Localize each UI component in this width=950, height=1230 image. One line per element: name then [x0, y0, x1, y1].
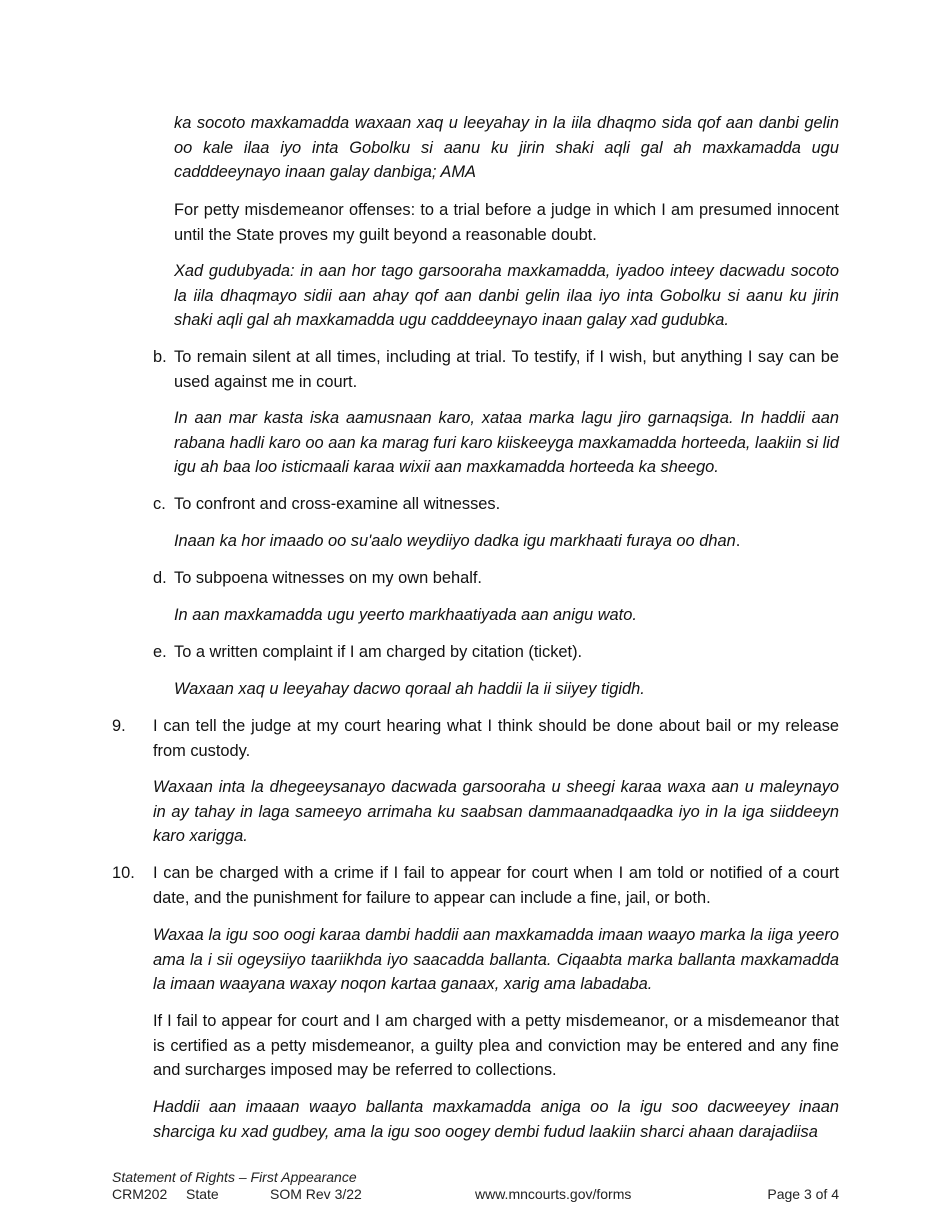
right-confront-witnesses-somali-line	[174, 529, 839, 554]
footer-form-title: Statement of Rights – First Appearance	[112, 1169, 357, 1185]
footer-forms-link[interactable]: www.mncourts.gov/forms	[475, 1186, 632, 1202]
item-10-failure-to-appear-somali: Waxaa la igu soo oogi karaa dambi haddii aan maxkamadda imaan waayo marka la iiga yeero ama la i sii ogeysiiyo taariikhda iyo saacadda ballanta. Ciqaabta marka ballanta maxkamadda la imaan waayana waxay noqon kartaa ganaax, xarig ama labadaba.	[153, 926, 839, 993]
list-label-d: d.	[153, 569, 167, 587]
sentence-period: .	[735, 532, 741, 550]
right-subpoena-witnesses: To subpoena witnesses on my own behalf.	[174, 569, 482, 587]
item-10-failure-to-appear: I can be charged with a crime if I fail to appear for court when I am told or notified of a court date, and the punishment for failure to appear can include a fine, jail, or both.	[153, 864, 839, 907]
list-label-b: b.	[153, 348, 167, 366]
list-label-10: 10.	[112, 864, 135, 882]
right-subpoena-witnesses-somali: In aan maxkamadda ugu yeerto markhaatiyada aan anigu wato.	[174, 606, 637, 624]
right-confront-witnesses-somali: Inaan ka hor imaado oo su'aalo weydiiyo dadka igu markhaati furaya oo dhan	[174, 532, 736, 550]
paragraph-somali-intro: ka socoto maxkamadda waxaan xaq u leeyahay in la iila dhaqmo sida qof aan danbi gelin oo kale ilaa iyo inta Gobolku si aanu ku jirin shaki aqli gal ah maxkamadda ugu cadddeeynayo inaan galay danbiga; AMA	[174, 114, 839, 181]
list-label-e: e.	[153, 643, 167, 661]
right-confront-witnesses: To confront and cross-examine all witnesses.	[174, 495, 501, 513]
list-label-c: c.	[153, 495, 166, 513]
item-10-petty-misdemeanor-somali: Haddii aan imaaan waayo ballanta maxkamadda aniga oo la igu soo dacweeyey inaan sharciga ku xad gudbey, ama la igu soo oogey dembi fudud laakiin sharci ahaan darajadiisa	[153, 1098, 839, 1141]
right-remain-silent-somali: In aan mar kasta iska aamusnaan karo, xataa marka lagu jiro garnaqsiga. In haddii aan rabana hadli karo oo aan ka marag furi karo kiiskeeyga maxkamadda horteeda, laakiin si lid igu ah baa loo isticmaali karaa wixii aan maxkamadda horteeda ka sheego.	[174, 409, 839, 476]
item-10-petty-misdemeanor-collections: If I fail to appear for court and I am charged with a petty misdemeanor, or a misdemeanor that is certified as a petty misdemeanor, a guilty plea and conviction may be entered and any fine and surcharges imposed may be referred to collections.	[153, 1012, 839, 1079]
right-written-complaint-somali: Waxaan xaq u leeyahay dacwo qoraal ah haddii la ii siiyey tigidh.	[174, 680, 645, 698]
paragraph-petty-misdemeanor: For petty misdemeanor offenses: to a trial before a judge in which I am presumed innocent until the State proves my guilt beyond a reasonable doubt.	[174, 201, 839, 244]
list-label-9: 9.	[112, 717, 126, 735]
footer-jurisdiction: State	[186, 1186, 219, 1202]
footer-page-number: Page 3 of 4	[767, 1186, 839, 1202]
item-9-bail-release-somali: Waxaan inta la dhegeeysanayo dacwada garsooraha u sheegi karaa waxa aan u maleynayo in ay tahay in laga sameeyo arrimaha ku saabsan dammaanadqaadka iyo in la iga siiddeeyn karo xarigga.	[153, 778, 839, 845]
paragraph-petty-misdemeanor-somali: Xad gudubyada: in aan hor tago garsooraha maxkamadda, iyadoo inteey dacwadu socoto la iila dhaqmayo sidii aan ahay qof aan danbi gelin ilaa iyo inta Gobolku si aanu ku jirin shaki aqli gal ah maxkamadda ugu cadddeeynayo inaan galay xad gudubka.	[174, 262, 839, 329]
right-remain-silent: To remain silent at all times, including at trial. To testify, if I wish, but anything I say can be used against me in court.	[174, 348, 839, 391]
item-9-bail-release: I can tell the judge at my court hearing what I think should be done about bail or my release from custody.	[153, 717, 839, 760]
right-written-complaint: To a written complaint if I am charged by citation (ticket).	[174, 643, 583, 661]
footer-language-revision: SOM Rev 3/22	[270, 1186, 362, 1202]
footer-form-code: CRM202	[112, 1186, 168, 1202]
footer-info-row	[112, 1186, 839, 1204]
